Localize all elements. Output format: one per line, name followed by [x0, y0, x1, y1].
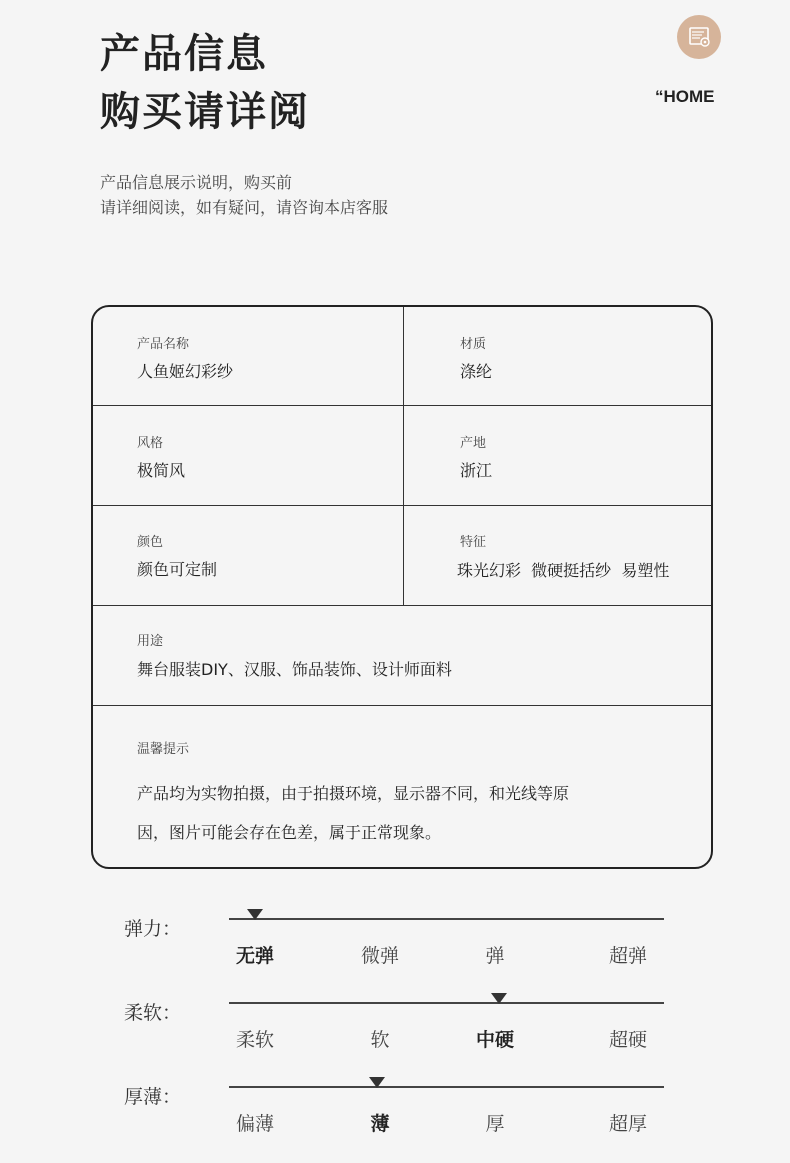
- row-divider: [93, 505, 711, 506]
- scale-marker-icon: [247, 909, 263, 920]
- scale-option: 无弹: [235, 945, 274, 967]
- scale-line: [229, 1002, 664, 1004]
- origin-label: 产地: [460, 436, 487, 451]
- scale-option: 偏薄: [235, 1113, 274, 1135]
- feature-value: 珠光幻彩 微硬挺括纱 易塑性: [457, 561, 670, 580]
- scale-option: 弹: [485, 945, 505, 967]
- usage-label: 用途: [137, 634, 164, 649]
- scale-option: 薄: [370, 1113, 390, 1135]
- scale-option: 厚: [485, 1113, 505, 1135]
- page-title-line2: 购买请详阅: [100, 89, 310, 135]
- page-title-line1: 产品信息: [100, 31, 268, 77]
- tip-line2: 因，图片可能会存在色差，属于正常现象。: [137, 823, 442, 842]
- row-divider: [93, 405, 711, 406]
- scale-option: 软: [370, 1029, 390, 1051]
- tip-line1: 产品均为实物拍摄，由于拍摄环境，显示器不同，和光线等原: [137, 784, 570, 803]
- scale-label: 弹力：: [124, 918, 182, 940]
- material-label: 材质: [460, 337, 487, 352]
- scale-line: [229, 918, 664, 920]
- scale-option: 柔软: [235, 1029, 274, 1051]
- row-divider: [93, 705, 711, 706]
- scale-option: 超硬: [608, 1029, 647, 1051]
- scale-line: [229, 1086, 664, 1088]
- style-label: 风格: [137, 436, 164, 451]
- style-value: 极简风: [137, 461, 186, 480]
- color-value: 颜色可定制: [137, 560, 218, 579]
- intro-line2: 请详细阅读，如有疑问，请咨询本店客服: [100, 198, 389, 217]
- name-label: 产品名称: [137, 337, 190, 352]
- scale-option: 中硬: [475, 1029, 514, 1051]
- row-divider: [93, 605, 711, 606]
- color-label: 颜色: [137, 535, 164, 550]
- scale-label: 柔软：: [124, 1002, 182, 1024]
- name-value: 人鱼姬幻彩纱: [137, 362, 234, 381]
- scale-option: 超弹: [608, 945, 647, 967]
- material-value: 涤纶: [460, 362, 493, 381]
- scale-option: 超厚: [608, 1113, 647, 1135]
- scale-option: 微弹: [360, 945, 399, 967]
- origin-value: 浙江: [460, 461, 493, 480]
- sewing-machine-icon: [677, 15, 721, 59]
- feature-label: 特征: [460, 535, 487, 550]
- column-divider: [403, 307, 404, 605]
- scale-marker-icon: [491, 993, 507, 1004]
- home-label: “HOME: [655, 87, 715, 106]
- usage-value: 舞台服装DIY、汉服、饰品装饰、设计师面料: [137, 660, 452, 679]
- intro-line1: 产品信息展示说明，购买前: [100, 173, 293, 192]
- scale-marker-icon: [369, 1077, 385, 1088]
- product-info-table: [91, 305, 713, 869]
- scale-label: 厚薄：: [124, 1086, 182, 1108]
- tip-label: 温馨提示: [137, 742, 190, 757]
